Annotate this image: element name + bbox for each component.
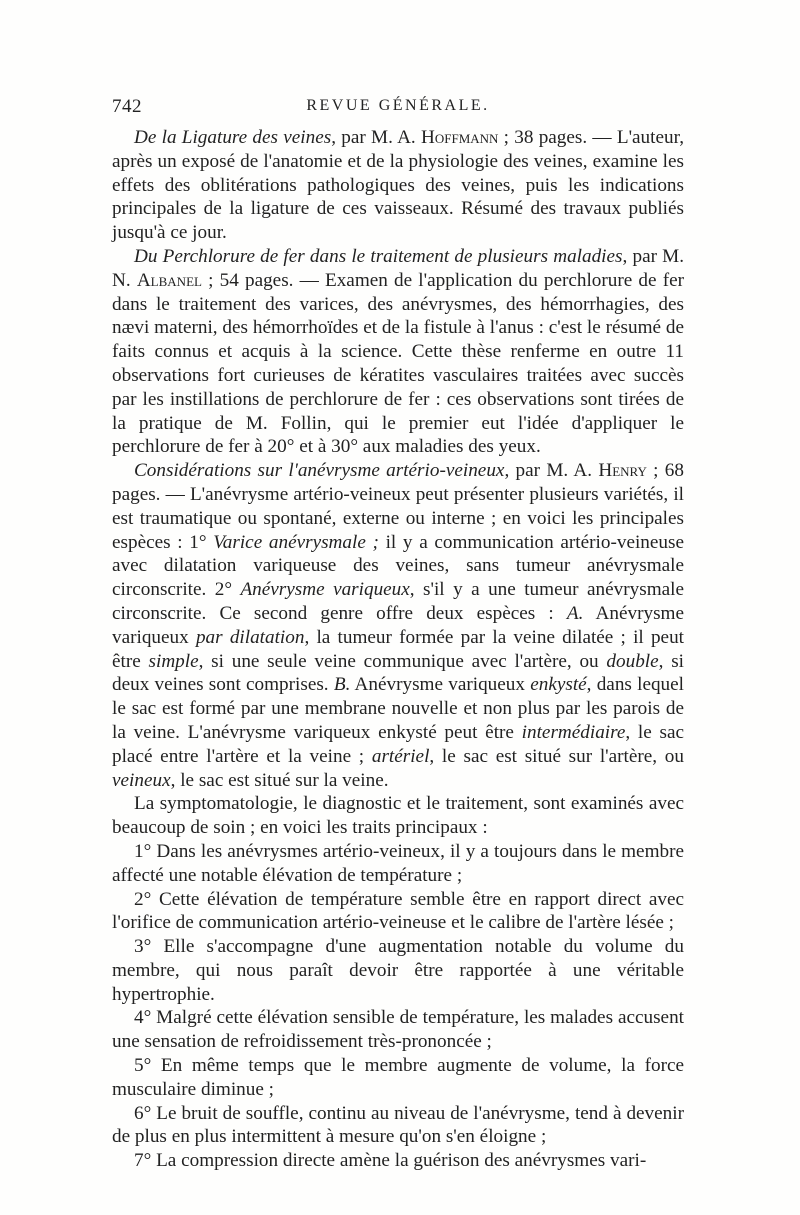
entry-author: Hoffmann <box>420 127 499 148</box>
entry-title: Considérations sur l'anévrysme artério-veineux <box>134 460 505 482</box>
running-title: REVUE GÉNÉRALE. <box>306 97 490 114</box>
entry-text: ; 54 pages. — Examen de l'application du perchlorure de fer dans le traitement des varices, des anévrysmes, des hémorrhagies, des nævi materni, des hémorrhoïdes et de la fistule à l'anus : c'est le résumé de faits connus et acquis à la science. Cette thèse renferme en outre 11 observations fort curieuses de kératites vasculaires traitées avec succès par les instillations de perchlorure de fer : ces observations sont tirées de la pratique de M. Follin, qui le premier eut l'idée d'appliquer le perchlorure de fer à 20° et à 30° aux maladies des yeux. <box>112 269 685 458</box>
entry-ligature-veines: De la Ligature des veines, par M. A. Hoffmann ; 38 pages. — L'auteur, après un exposé de l'anatomie et de la physiologie des veines, examine les effets des oblitérations pathologiques des veines, puis les indications principales de la ligature de ces vaisseaux. Résumé des travaux publiés jusqu'à ce jour. <box>112 127 685 244</box>
page-number: 742 <box>112 96 142 117</box>
list-item-5: 5° En même temps que le membre augmente de volume, la force musculaire diminue ; <box>112 1055 684 1100</box>
entry-text: ; 38 pages. — L'auteur, après un exposé de l'anatomie et de la physiologie des veines, examine les effets des oblitérations pathologiques des veines, puis les indications principales de la ligature de ces vaisseaux. Résumé des travaux publiés jusqu'à ce jour. <box>112 127 685 244</box>
list-item-1: 1° Dans les anévrysmes artério-veineux, il y a toujours dans le membre affecté une notable élévation de température ; <box>112 840 684 886</box>
list-item-4: 4° Malgré cette élévation sensible de température, les malades accusent une sensation de refroidissement très-prononcée ; <box>112 1007 684 1053</box>
list-item-2: 2° Cette élévation de température semble être en rapport direct avec l'orifice de communication artério-veineuse et le calibre de l'artère lésée ; <box>112 888 684 934</box>
entry-title: De la Ligature des veines <box>134 127 332 148</box>
page-body <box>112 126 684 1173</box>
entry-author: Henry <box>598 460 647 482</box>
list-item-7: 7° La compression directe amène la guérison des anévrysmes vari- <box>134 1150 647 1172</box>
entry-perchlorure-fer: Du Perchlorure de fer dans le traitement de plusieurs maladies, par M. N. Albanel ; 54 pages. — Examen de l'application du perchlorure de fer dans le traitement des varices, des anévrysmes, des hémorrhagies, des nævi materni, des hémorrhoïdes et de la fistule à l'anus : c'est le résumé de faits connus et acquis à la science. Cette thèse renferme en outre 11 observations fort curieuses de kératites vasculaires traitées avec succès par les instillations de perchlorure de fer : ces observations sont tirées de la pratique de M. Follin, qui le premier eut l'idée d'appliquer le perchlorure de fer à 20° et à 30° aux maladies des yeux. <box>112 245 685 458</box>
entry-title: Du Perchlorure de fer dans le traitement de plusieurs maladies <box>134 245 623 267</box>
page-header <box>112 96 684 126</box>
entry-anevrysme-arterio-veineux: Considérations sur l'anévrysme artério-veineux, par M. A. Henry ; 68 pages. — L'anévrysme artério-veineux peut présenter plusieurs variétés, il est traumatique ou spontané, externe ou interne ; en voici les principales espèces : 1° Varice anévrysmale ; il y a communication artério-veineuse avec dilatation variqueuse des veines, sans tumeur anévrysmale circonscrite. 2° Anévrysme variqueux, s'il y a une tumeur anévrysmale circonscrite. Ce second genre offre deux espèces : A. Anévrysme variqueux par dilatation, la tumeur formée par la veine dilatée ; il peut être simple, si une seule veine communique avec l'artère, ou double, si deux veines sont comprises. B. Anévrysme variqueux enkysté, dans lequel le sac est formé par une membrane nouvelle et non plus par les parois de la veine. L'anévrysme variqueux enkysté peut être intermédiaire, le sac placé entre l'artère et la veine ; artériel, le sac est situé sur l'artère, ou veineux, le sac est situé sur la veine. <box>112 460 684 791</box>
paragraph-intro: La symptomatologie, le diagnostic et le traitement, sont examinés avec beaucoup de soin ; en voici les traits principaux : <box>112 793 684 839</box>
list-item-3: 3° Elle s'accompagne d'une augmentation notable du volume du membre, qui nous paraît devoir être rapportée à une véritable hypertrophie. <box>112 936 684 1005</box>
list-item-6: 6° Le bruit de souffle, continu au niveau de l'anévrysme, tend à devenir de plus en plus intermittent à mesure qu'on s'en éloigne ; <box>112 1102 684 1148</box>
entry-author: Albanel <box>136 269 202 291</box>
